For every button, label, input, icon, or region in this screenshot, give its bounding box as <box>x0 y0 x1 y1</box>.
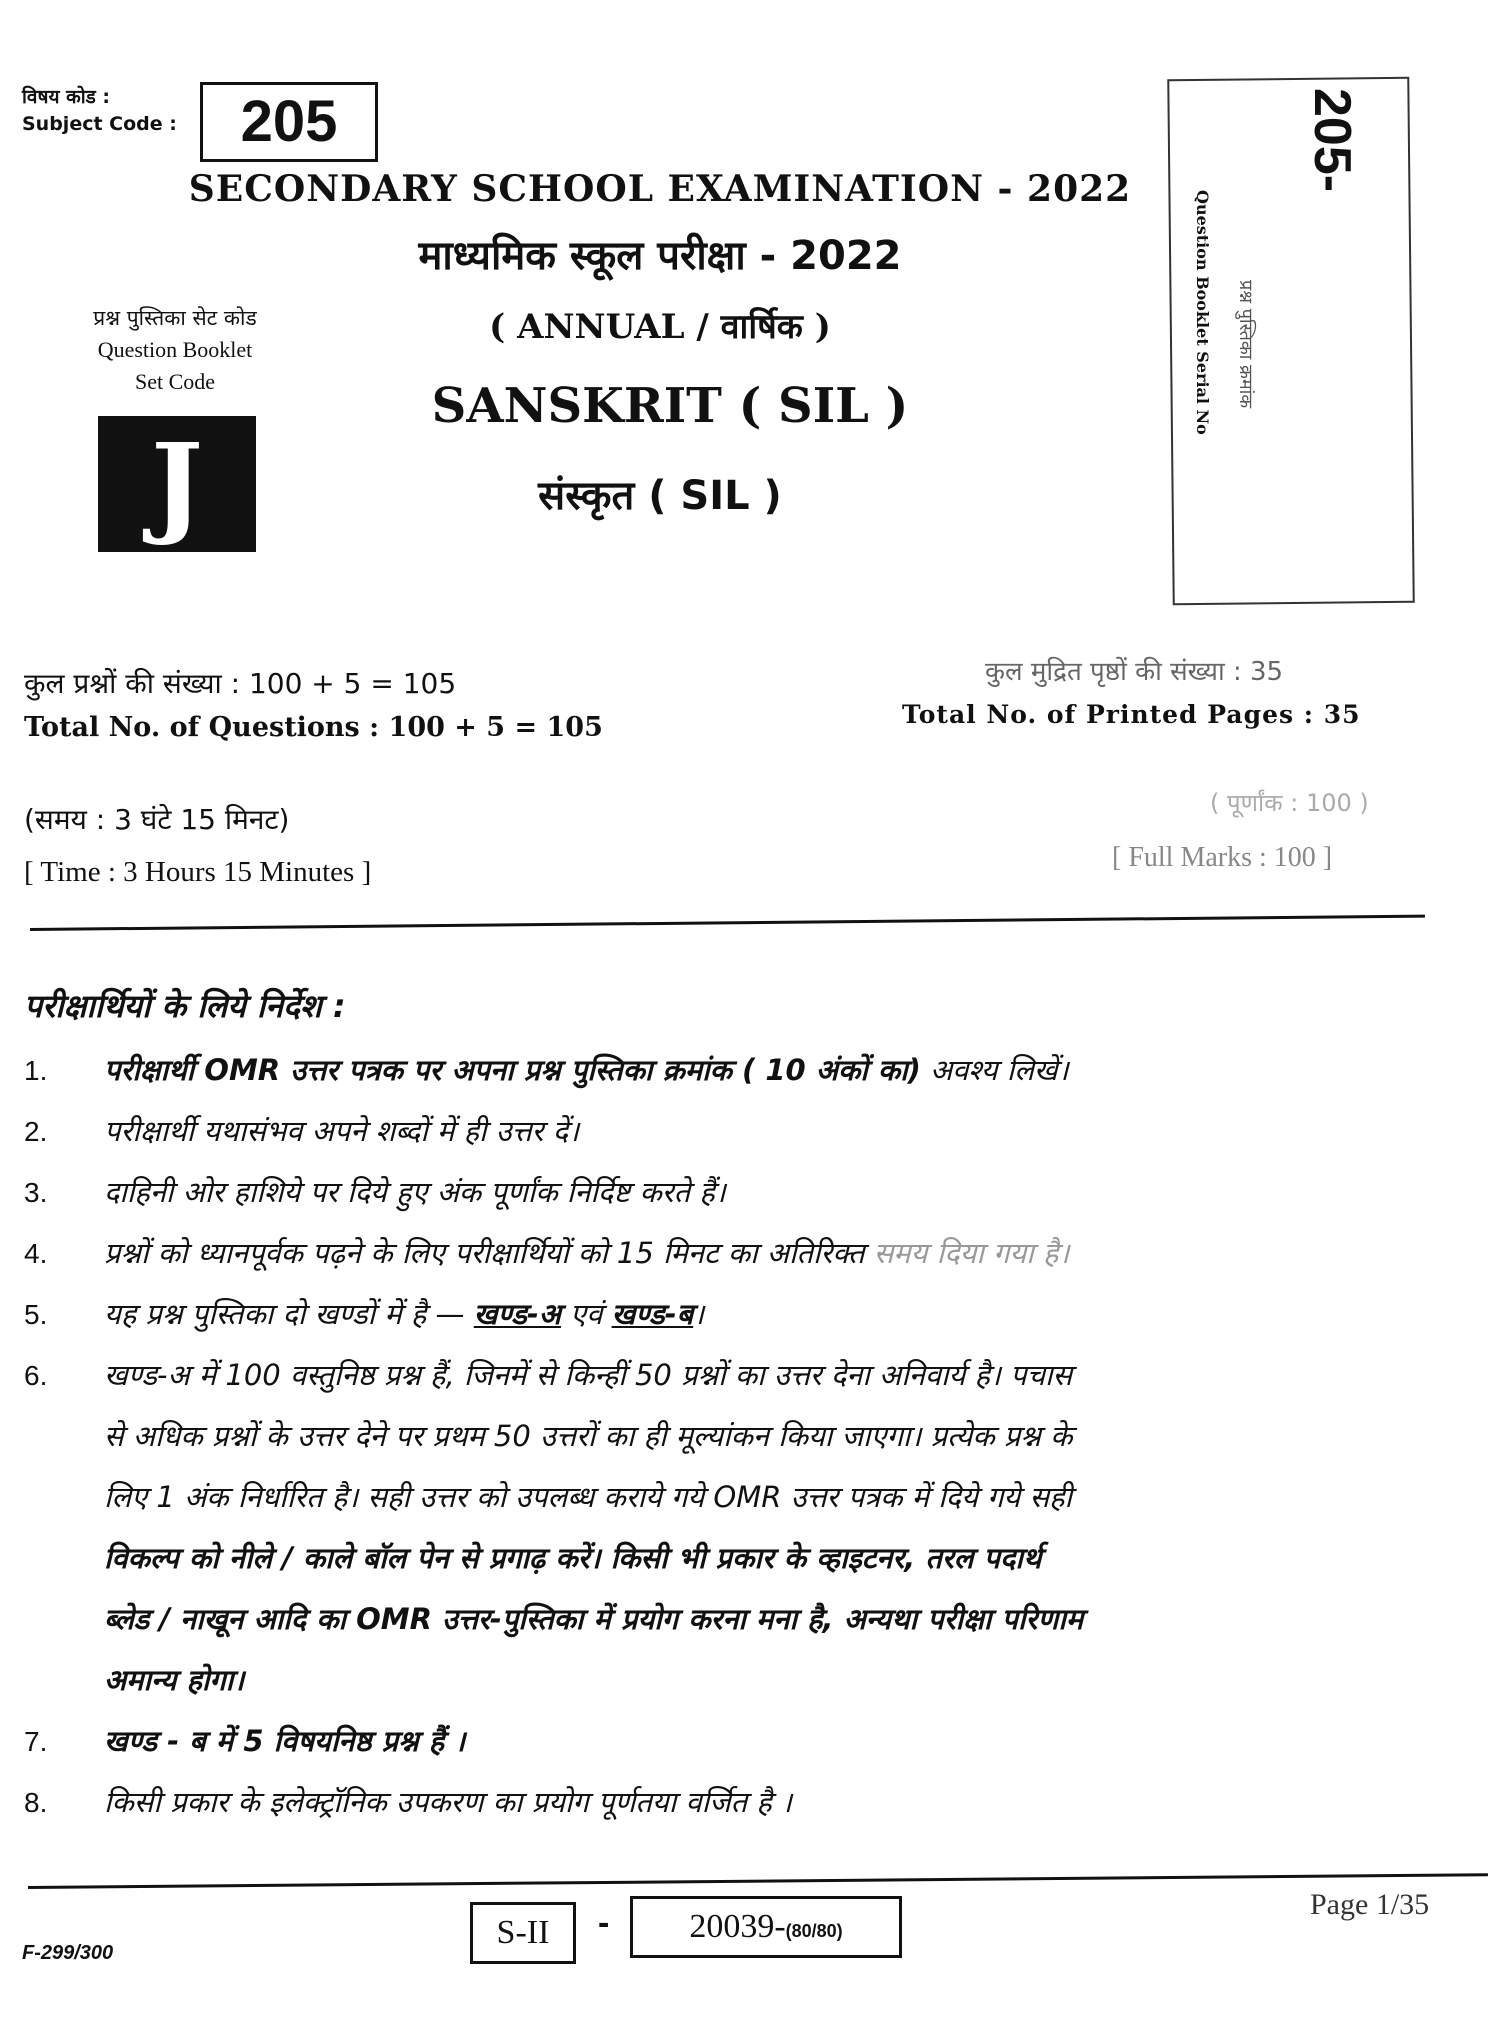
booklet-code-suffix: (80/80) <box>785 1921 843 1941</box>
subject-title-hi: संस्कृत ( SIL ) <box>538 473 782 519</box>
time-hi: (समय : 3 घंटे 15 मिनट) <box>24 803 290 836</box>
exam-title-en: SECONDARY SCHOOL EXAMINATION - 2022 <box>188 168 1132 210</box>
instructions-list <box>24 1040 1464 1833</box>
serial-number-prefix-text: 205- <box>1303 88 1361 193</box>
instruction-number: 3. <box>24 1177 48 1208</box>
set-code-label <box>20 302 330 398</box>
instruction-text: परीक्षार्थी यथासंभव अपने शब्दों में ही उत्तर दें। <box>104 1114 580 1148</box>
total-pages-hi: कुल मुद्रित पृष्ठों की संख्या : 35 <box>985 657 1284 687</box>
set-code-box: J <box>98 416 256 552</box>
instruction-line: अमान्य होगा। <box>104 1663 245 1697</box>
instruction-text: खण्ड - ब में 5 विषयनिष्ठ प्रश्न हैं । <box>104 1724 466 1758</box>
subject-code-label-en: Subject Code : <box>22 113 177 135</box>
instruction-number: 2. <box>24 1116 48 1147</box>
subject-code-box: 205 <box>200 82 378 162</box>
serial-number-prefix <box>1262 88 1362 198</box>
time-en: [ Time : 3 Hours 15 Minutes ] <box>24 856 372 888</box>
instruction-line: से अधिक प्रश्नों के उत्तर देने पर प्रथम 50 उत्तरों का ही मूल्यांकन किया जाएगा। प्रत्येक प्रश्न के <box>104 1419 1073 1453</box>
instruction-text-faded: समय दिया गया है। <box>864 1236 1070 1270</box>
instruction-text: किसी प्रकार के इलेक्ट्रॉनिक उपकरण का प्रयोग पूर्णतया वर्जित है । <box>104 1785 792 1819</box>
instruction-item-4 <box>24 1223 1464 1284</box>
instruction-item-3 <box>24 1162 1464 1223</box>
instruction-item-8 <box>24 1772 1464 1833</box>
footer-separator: - <box>598 1904 610 1942</box>
instruction-text-bold: परीक्षार्थी OMR उत्तर पत्रक पर अपना प्रश्न पुस्तिका क्रमांक ( 10 अंकों का) <box>104 1053 921 1087</box>
subject-code-label-hi: विषय कोड : <box>22 86 110 108</box>
full-marks-hi: ( पूर्णांक : 100 ) <box>1210 789 1369 817</box>
serial-number-label-en: Question Booklet Serial No <box>1193 190 1212 435</box>
print-code: F-299/300 <box>22 1942 114 1964</box>
instruction-line: ब्लेड / नाखून आदि का OMR उत्तर-पुस्तिका में प्रयोग करना मना है, अन्यथा परीक्षा परिणाम <box>104 1602 1084 1636</box>
instruction-line: लिए 1 अंक निर्धारित है। सही उत्तर को उपलब्ध कराये गये OMR उत्तर पत्रक में दिये गये सही <box>104 1480 1072 1514</box>
exam-title-hi: माध्यमिक स्कूल परीक्षा - 2022 <box>418 233 902 279</box>
instruction-text: प्रश्नों को ध्यानपूर्वक पढ़ने के लिए परीक्षार्थियों को 15 मिनट का अतिरिक्त <box>104 1236 865 1270</box>
instruction-text: यह प्रश्न पुस्तिका दो खण्डों में है — <box>104 1297 474 1331</box>
subject-title-en: SANSKRIT ( SIL ) <box>431 378 909 434</box>
instruction-text: दाहिनी ओर हाशिये पर दिये हुए अंक पूर्णांक निर्दिष्ट करते हैं। <box>104 1175 726 1209</box>
instruction-item-1 <box>24 1040 1464 1101</box>
set-code-label-en-2: Set Code <box>134 369 216 394</box>
subject-code-label <box>22 84 177 138</box>
serial-number-label-hi: प्रश्न पुस्तिका क्रमांक <box>1235 280 1256 409</box>
divider-bottom <box>28 1873 1488 1889</box>
set-code-label-en-1: Question Booklet <box>97 337 253 362</box>
total-questions-en: Total No. of Questions : 100 + 5 = 105 <box>24 712 603 743</box>
instruction-number: 7. <box>24 1726 48 1757</box>
instruction-item-6 <box>24 1345 1464 1711</box>
instruction-number: 4. <box>24 1238 48 1269</box>
instruction-text: । <box>693 1297 705 1331</box>
instruction-line: विकल्प को नीले / काले बॉल पेन से प्रगाढ़ करें। किसी भी प्रकार के व्हाइटनर, तरल पदार्थ <box>104 1541 1042 1575</box>
booklet-code-box <box>630 1896 902 1958</box>
series-box: S-II <box>470 1902 576 1964</box>
section-a-label: खण्ड-अ <box>473 1297 561 1331</box>
instruction-item-7 <box>24 1711 1464 1772</box>
divider-top <box>30 915 1425 931</box>
section-b-label: खण्ड-ब <box>611 1297 694 1331</box>
instruction-number: 6. <box>24 1360 48 1391</box>
instruction-number: 8. <box>24 1787 48 1818</box>
page-number: Page 1/35 <box>1310 1888 1430 1921</box>
instruction-item-2 <box>24 1101 1464 1162</box>
serial-number-label <box>1170 190 1290 520</box>
total-questions-hi: कुल प्रश्नों की संख्या : 100 + 5 = 105 <box>24 667 457 700</box>
full-marks-en: [ Full Marks : 100 ] <box>1112 842 1333 873</box>
exam-type: ( ANNUAL / वार्षिक ) <box>489 307 831 347</box>
total-pages-en: Total No. of Printed Pages : 35 <box>902 700 1361 729</box>
instruction-item-5 <box>24 1284 1464 1345</box>
booklet-code: 20039- <box>689 1908 786 1945</box>
set-code-label-hi: प्रश्न पुस्तिका सेट कोड <box>93 306 257 330</box>
instruction-text: अवश्य लिखें। <box>920 1053 1069 1087</box>
instruction-number: 5. <box>24 1299 48 1330</box>
instruction-line: खण्ड-अ में 100 वस्तुनिष्ठ प्रश्न हैं, जिनमें से किन्हीं 50 प्रश्नों का उत्तर देना अनिवार्य है। पचास <box>104 1358 1073 1392</box>
instruction-text: एवं <box>560 1297 612 1331</box>
instruction-number: 1. <box>24 1055 48 1086</box>
instructions-heading: परीक्षार्थियों के लिये निर्देश : <box>24 987 346 1025</box>
